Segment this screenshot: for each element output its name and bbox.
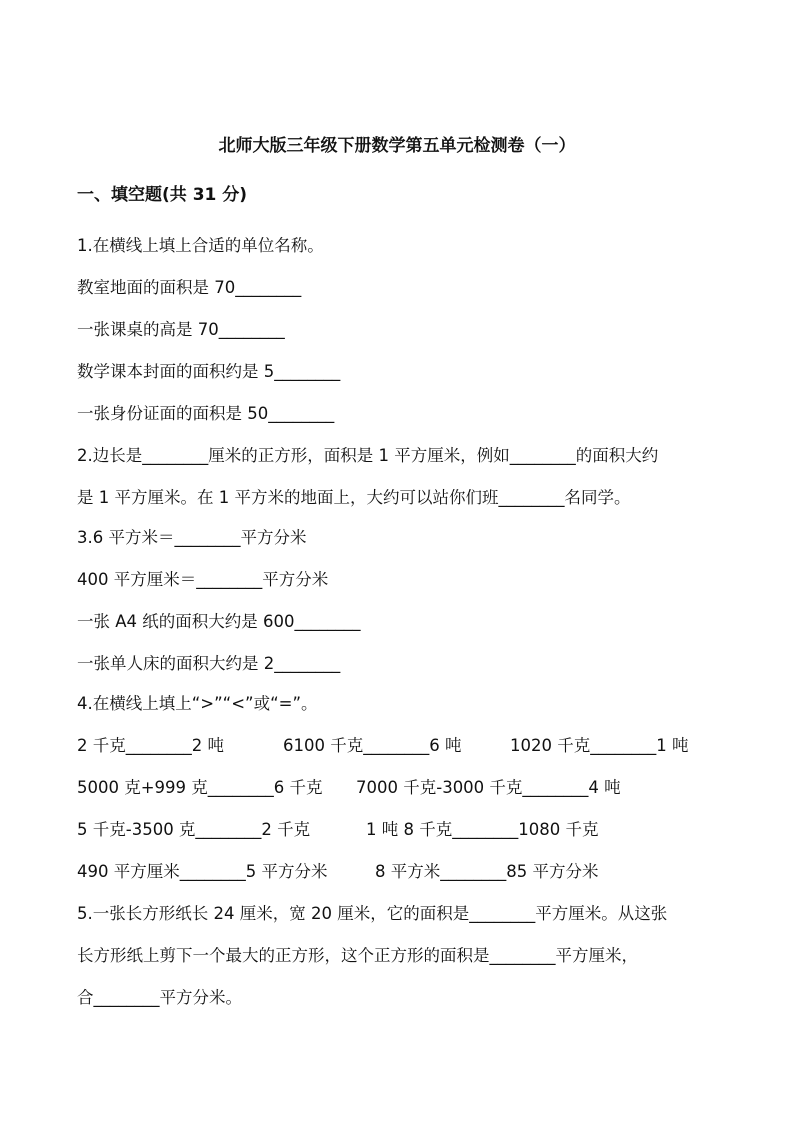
question-2-line-2: 是 1 平方厘米。在 1 平方米的地面上，大约可以站你们班________名同学。 — [77, 488, 631, 507]
question-3-item: 400 平方厘米＝________平方分米 — [77, 570, 329, 589]
question-1-item: 教室地面的面积是 70________ — [77, 278, 302, 297]
question-1-item: 数学课本封面的面积约是 5________ — [77, 362, 341, 381]
question-5-line-3: 合________平方分米。 — [77, 988, 242, 1007]
comparison-item: 1020 千克________1 吨 — [510, 736, 689, 755]
comparison-item: 5 千克-3500 克________2 千克 — [77, 820, 311, 839]
question-5-line-1: 5.一张长方形纸长 24 厘米，宽 20 厘米，它的面积是________平方厘米。从这张 — [77, 904, 668, 923]
comparison-row — [0, 818, 794, 842]
comparison-item: 490 平方厘米________5 平方分米 — [77, 862, 328, 881]
comparison-item: 1 吨 8 千克________1080 千克 — [366, 820, 599, 839]
question-3-item: 一张 A4 纸的面积大约是 600________ — [77, 612, 361, 631]
comparison-row — [0, 860, 794, 884]
comparison-item: 5000 克+999 克________6 千克 — [77, 778, 323, 797]
question-1-intro: 1.在横线上填上合适的单位名称。 — [77, 236, 324, 255]
question-1-item: 一张身份证面的面积是 50________ — [77, 404, 335, 423]
section-heading-fill-in-blanks: 一、填空题(共 31 分) — [77, 185, 248, 205]
question-2-line-1: 2.边长是________厘米的正方形，面积是 1 平方厘米，例如________的面积大约 — [77, 446, 659, 465]
question-3-item: 一张单人床的面积大约是 2________ — [77, 654, 341, 673]
question-4-intro: 4.在横线上填上“>”“<”或“=”。 — [77, 694, 318, 713]
comparison-row — [0, 776, 794, 800]
question-3-item: 3.6 平方米＝________平方分米 — [77, 528, 307, 547]
question-5-line-2: 长方形纸上剪下一个最大的正方形，这个正方形的面积是________平方厘米， — [77, 946, 638, 965]
page-title: 北师大版三年级下册数学第五单元检测卷（一） — [218, 136, 576, 156]
question-1-item: 一张课桌的高是 70________ — [77, 320, 285, 339]
comparison-item: 7000 千克-3000 千克________4 吨 — [356, 778, 621, 797]
comparison-row — [0, 734, 794, 758]
comparison-item: 8 平方米________85 平方分米 — [375, 862, 599, 881]
comparison-item: 6100 千克________6 吨 — [283, 736, 462, 755]
comparison-item: 2 千克________2 吨 — [77, 736, 224, 755]
